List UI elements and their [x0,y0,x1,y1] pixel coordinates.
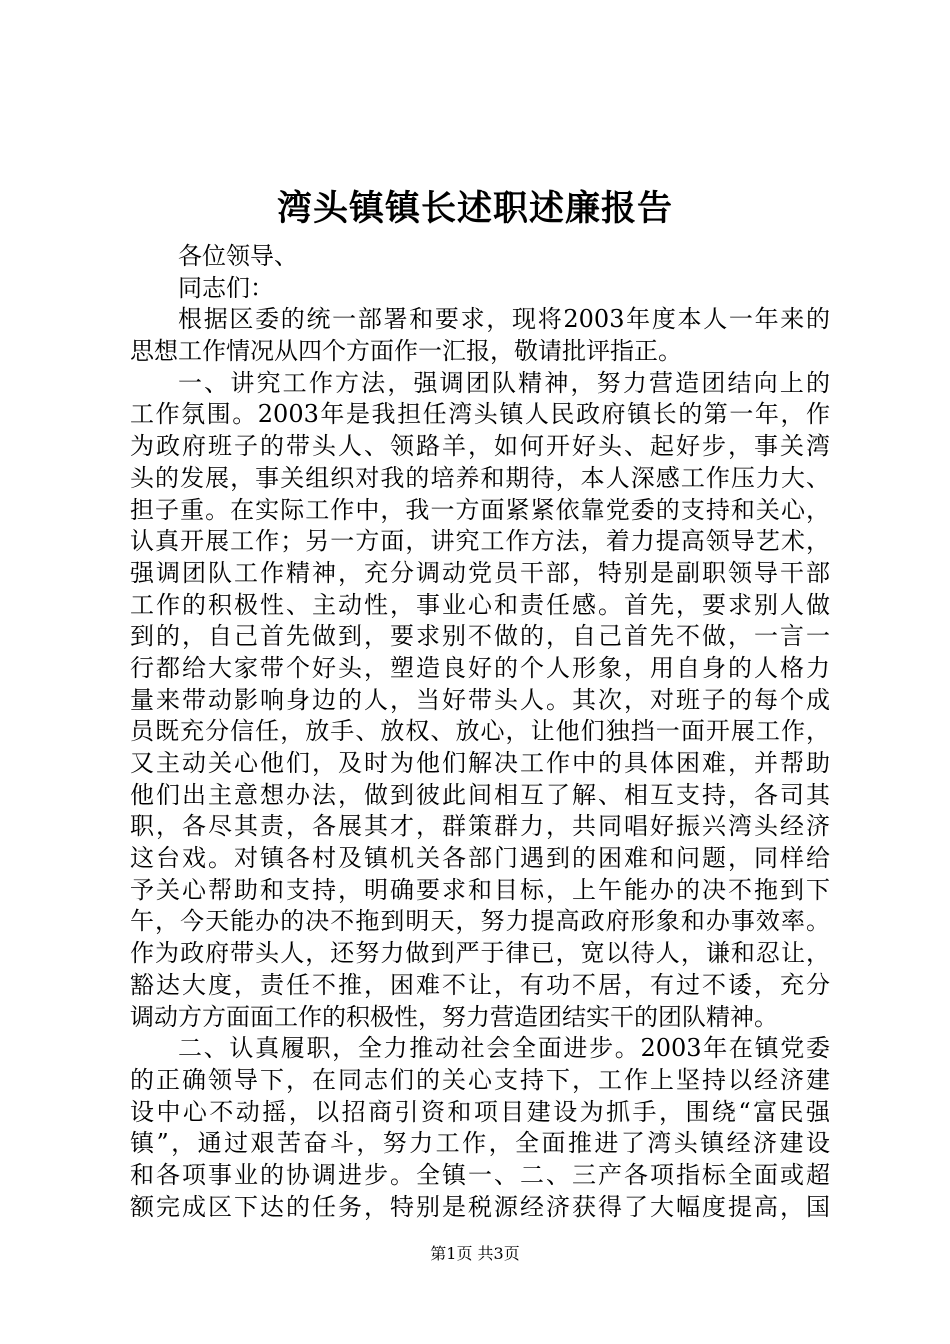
paragraph-line: 担子重。在实际工作中，我一方面紧紧依靠党委的支持和关心， [130,495,830,524]
paragraph-line: 职，各尽其责，各展其才，群策群力，共同唱好振兴湾头经济 [130,812,830,841]
paragraph-line: 员既充分信任，放手、放权、放心，让他们独挡一面开展工作， [130,717,830,746]
paragraph-line: 调动方方面面工作的积极性，努力营造团结实干的团队精神。 [130,1002,778,1031]
paragraph-line: 思想工作情况从四个方面作一汇报，敬请批评指正。 [130,337,682,366]
paragraph-line: 量来带动影响身边的人，当好带头人。其次，对班子的每个成 [130,685,830,714]
paragraph-line: 予关心帮助和支持，明确要求和目标，上午能办的决不拖到下 [130,875,830,904]
paragraph-line: 额完成区下达的任务，特别是税源经济获得了大幅度提高，国 [130,1192,830,1221]
paragraph-line: 这台戏。对镇各村及镇机关各部门遇到的困难和问题，同样给 [130,844,830,873]
paragraph-line: 豁达大度，责任不推，困难不让，有功不居，有过不诿，充分 [130,970,830,999]
paragraph-line: 设中心不动摇，以招商引资和项目建设为抓手，围绕“富民强 [130,1097,830,1126]
paragraph-line: 的正确领导下，在同志们的关心支持下，工作上坚持以经济建 [130,1065,830,1094]
paragraph-line: 工作氛围。2003年是我担任湾头镇人民政府镇长的第一年，作 [130,400,830,429]
paragraph-line: 强调团队工作精神，充分调动党员干部，特别是副职领导干部 [130,558,830,587]
paragraph-line: 为政府班子的带头人、领路羊，如何开好头、起好步，事关湾 [130,432,830,461]
paragraph-line: 午，今天能办的决不拖到明天，努力提高政府形象和办事效率。 [130,907,830,936]
paragraph-line: 又主动关心他们，及时为他们解决工作中的具体困难，并帮助 [130,749,830,777]
salutation-line: 同志们： [178,273,274,302]
paragraph-line: 和各项事业的协调进步。全镇一、二、三产各项指标全面或超 [130,1160,830,1189]
document-body [130,241,830,1223]
paragraph-line: 镇”，通过艰苦奋斗，努力工作，全面推进了湾头镇经济建设 [130,1129,830,1158]
paragraph-line: 他们出主意想办法，做到彼此间相互了解、相互支持，各司其 [130,780,830,809]
paragraph-line: 一、讲究工作方法，强调团队精神，努力营造团结向上的 [178,368,830,397]
paragraph-line: 二、认真履职，全力推动社会全面进步。2003年在镇党委 [178,1034,830,1063]
salutation-line: 各位领导、 [178,242,298,270]
paragraph-line: 行都给大家带个好头，塑造良好的个人形象，用自身的人格力 [130,653,830,682]
paragraph-line: 认真开展工作；另一方面，讲究工作方法，着力提高领导艺术， [130,527,830,556]
paragraph-line: 工作的积极性、主动性，事业心和责任感。首先，要求别人做 [130,590,830,619]
paragraph-line: 到的，自己首先做到，要求别不做的，自己首先不做，一言一 [130,622,830,651]
page-footer: 第1页 共3页 [430,1244,520,1263]
paragraph-line: 根据区委的统一部署和要求，现将2003年度本人一年来的 [178,305,830,334]
paragraph-line: 作为政府带头人，还努力做到严于律已，宽以待人，谦和忍让， [130,939,830,968]
document-title: 湾头镇镇长述职述廉报告 [276,188,673,229]
paragraph-line: 头的发展，事关组织对我的培养和期待，本人深感工作压力大、 [130,463,830,492]
